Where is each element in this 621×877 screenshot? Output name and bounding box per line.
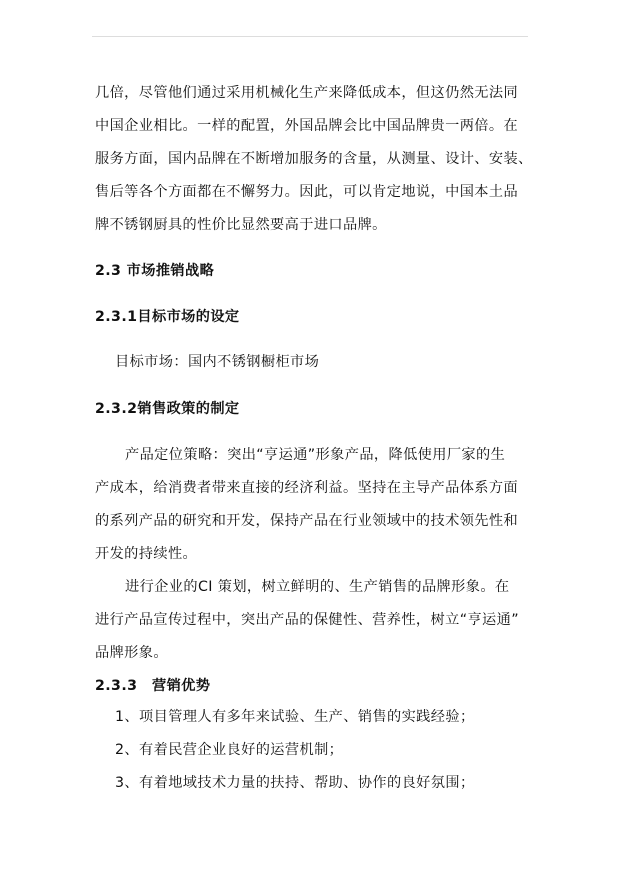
paragraph-line: 售后等各个方面都在不懈努力。因此，可以肯定地说，中国本土品 [95,184,519,200]
paragraph-line: 服务方面，国内品牌在不断增加服务的含量，从测量、设计、安装、 [95,151,533,167]
paragraph-line: 产品定位策略：突出“亨运通”形象产品，降低使用厂家的生 [125,447,506,463]
list-item: 2、有着民营企业良好的运营机制； [115,742,344,758]
paragraph-line: 品牌形象。 [95,645,168,661]
paragraph-line: 产成本，给消费者带来直接的经济利益。坚持在主导产品体系方面 [95,480,519,496]
target-market-text: 目标市场：国内不锈钢橱柜市场 [115,354,320,370]
section-heading-2-3-3: 2.3.3 营销优势 [95,678,211,694]
section-heading-2-3: 2.3 市场推销战略 [95,263,215,279]
section-heading-2-3-1: 2.3.1目标市场的设定 [95,309,240,325]
paragraph-line: 的系列产品的研究和开发，保持产品在行业领域中的技术领先性和 [95,513,519,529]
paragraph-line: 中国企业相比。一样的配置，外国品牌会比中国品牌贵一两倍。在 [95,118,519,134]
paragraph-line: 进行企业的CI 策划，树立鲜明的、生产销售的品牌形象。在 [125,579,510,595]
paragraph-line: 进行产品宣传过程中，突出产品的保健性、营养性，树立“亨运通” [95,612,519,628]
paragraph-line: 开发的持续性。 [95,546,198,562]
header-rule [92,36,528,37]
list-item: 1、项目管理人有多年来试验、生产、销售的实践经验； [115,709,475,725]
list-item: 3、有着地域技术力量的扶持、帮助、协作的良好氛围； [115,775,475,791]
section-heading-2-3-2: 2.3.2销售政策的制定 [95,401,240,417]
paragraph-line: 牌不锈钢厨具的性价比显然要高于进口品牌。 [95,217,387,233]
paragraph-line: 几倍，尽管他们通过采用机械化生产来降低成本，但这仍然无法同 [95,85,519,101]
